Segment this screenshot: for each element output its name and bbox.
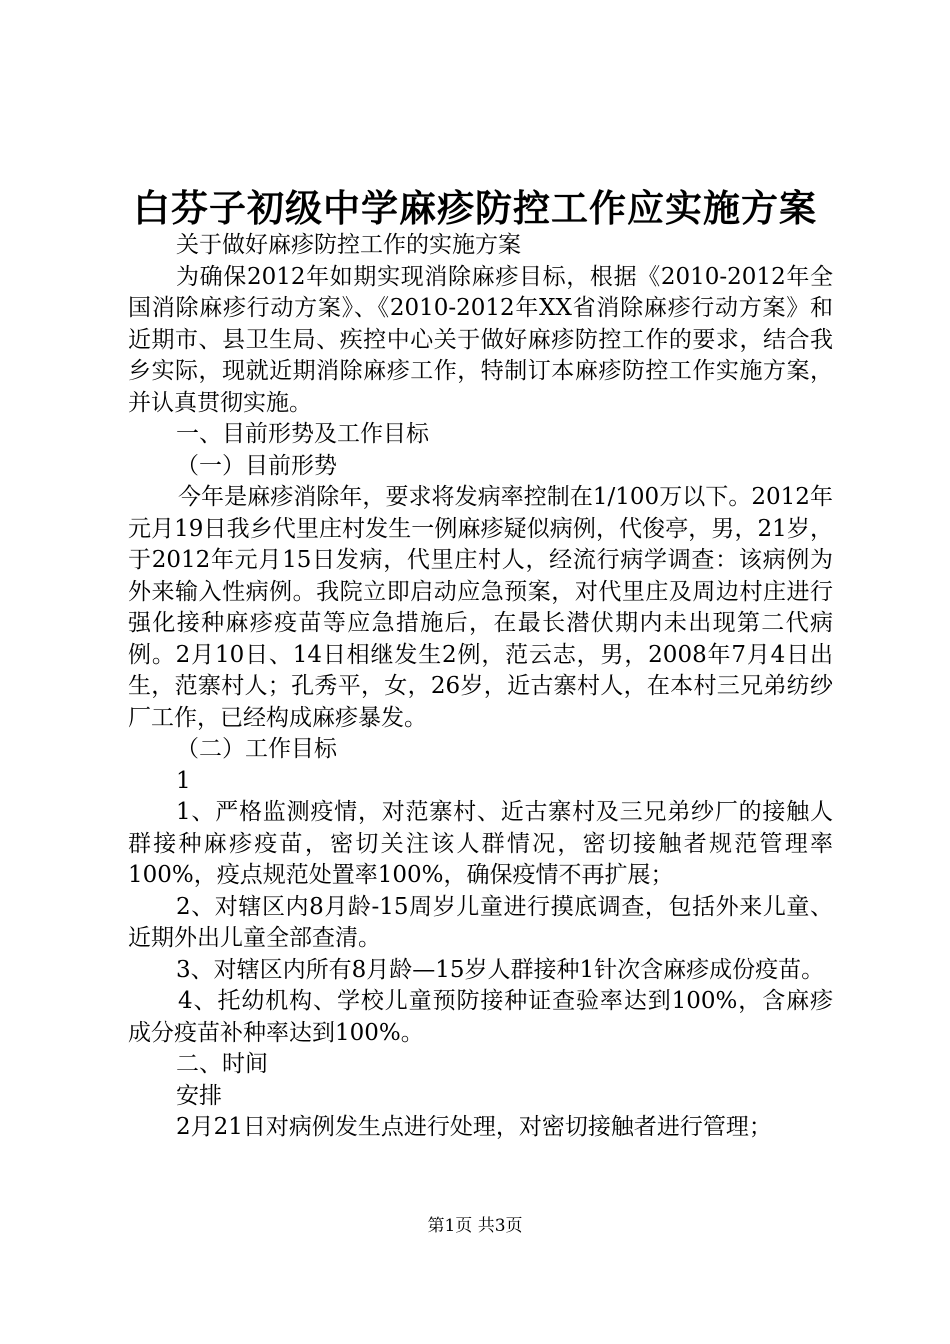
paragraph-situation: 今年是麻疹消除年，要求将发病率控制在1/100万以下。2012年元月19日我乡代里庄村发生一例麻疹疑似病例，代俊亭，男，21岁，于2012年元月15日发病，代里庄村人，经流行病学调查：该病例为外来输入性病例。我院立即启动应急预案，对代里庄及周边村庄进行强化接种麻疹疫苗等应急措施后，在最长潜伏期内未出现第二代病例。2月10日、14日相继发生2例，范云志，男，2008年7月4日出生，范寨村人；孔秀平，女，26岁，近古寨村人，在本村三兄弟纺纱厂工作，已经构成麻疹暴发。 <box>128 484 833 731</box>
paragraph-subtitle: 关于做好麻疹防控工作的实施方案 <box>176 232 521 258</box>
paragraph-arrangement: 安排 <box>176 1082 222 1109</box>
heading-section-1: 一、目前形势及工作目标 <box>176 421 429 447</box>
list-item-goal-1: 1、严格监测疫情，对范寨村、近古寨村及三兄弟纱厂的接触人群接种麻疹疫苗，密切关注该人群情况，密切接触者规范管理率100%，疫点规范处置率100%，确保疫情不再扩展； <box>128 799 833 888</box>
paragraph-intro: 为确保2012年如期实现消除麻疹目标，根据《2010-2012年全国消除麻疹行动方案》、《2010-2012年XX省消除麻疹行动方案》和近期市、县卫生局、疾控中心关于做好麻疹防控工作的要求，结合我乡实际，现就近期消除麻疹工作，特制订本麻疹防控工作实施方案，并认真贯彻实施。 <box>128 263 833 416</box>
list-item-goal-4: 4、托幼机构、学校儿童预防接种证查验率达到100%，含麻疹成分疫苗补种率达到100%。 <box>128 988 833 1046</box>
list-item-goal-2: 2、对辖区内8月龄-15周岁儿童进行摸底调查，包括外来儿童、近期外出儿童全部查清。 <box>128 893 833 951</box>
paragraph-number: 1 <box>176 767 191 794</box>
document-body <box>128 230 833 1144</box>
heading-subsection-2: （二）工作目标 <box>176 736 337 762</box>
heading-subsection-1: （一）目前形势 <box>176 452 337 479</box>
page-footer: 第1页 共3页 <box>427 1216 523 1236</box>
document-title: 白芬子初级中学麻疹防控工作应实施方案 <box>133 187 817 230</box>
list-item-goal-3: 3、对辖区内所有8月龄—15岁人群接种1针次含麻疹成份疫苗。 <box>176 956 825 983</box>
paragraph-schedule: 2月21日对病例发生点进行处理，对密切接触者进行管理； <box>176 1114 772 1140</box>
heading-section-2: 二、时间 <box>176 1051 268 1077</box>
